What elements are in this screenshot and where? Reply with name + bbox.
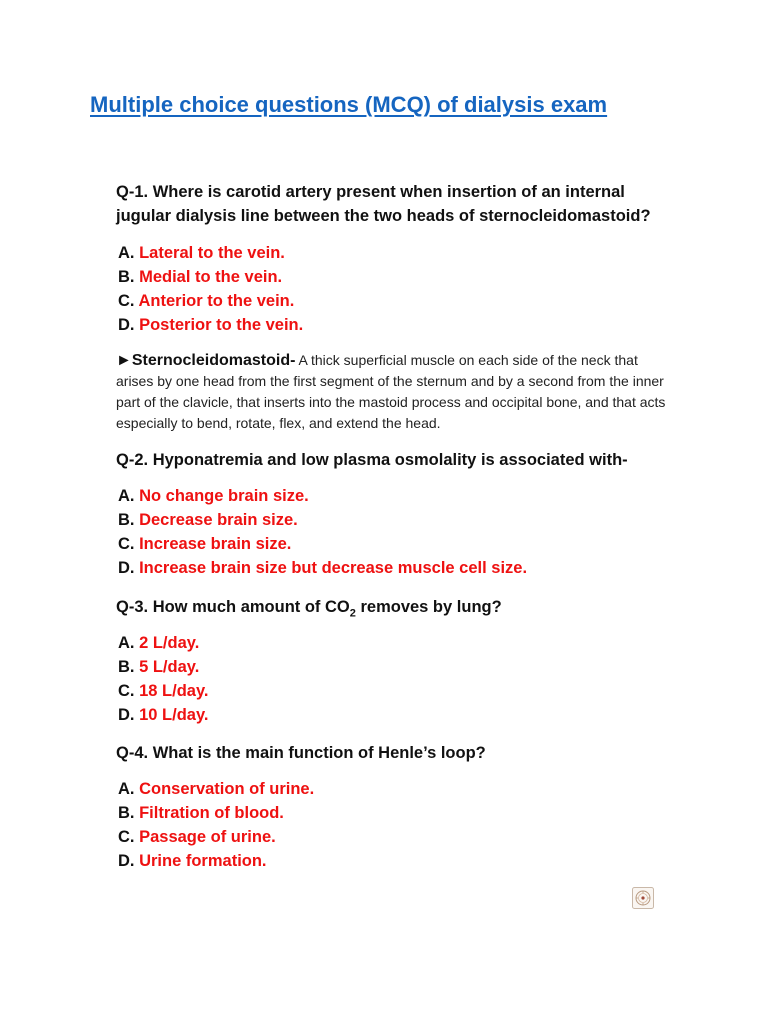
note-marker: ► [116,352,132,369]
option-text: 5 L/day. [139,658,200,676]
option-letter: D. [118,706,135,724]
option-text: Anterior to the vein. [138,292,295,310]
option-text: Posterior to the vein. [139,316,304,334]
option-text: Conservation of urine. [139,780,315,798]
option-letter: A. [118,780,135,798]
option-letter: B. [118,804,135,822]
option-letter: D. [118,852,135,870]
option-text: 10 L/day. [139,706,209,724]
note-text: A thick superficial muscle on each side of the neck that arises by one head from the first segment of the sternum and by a second from the inner part of the clavicle, that inserts into the mastoid process and occipital bone, and that acts especially to bend, rotate, flex, and extend the head. [116,352,666,431]
option-text: Medial to the vein. [139,268,283,286]
option-q3-a [118,631,209,655]
option-letter: D. [118,316,135,334]
definition-note [116,350,676,434]
co2-subscript: 2 [349,607,356,620]
option-q2-a [118,484,527,508]
note-term: Sternocleidomastoid- [131,352,296,369]
question-text-before: How much amount of CO [152,598,350,616]
option-letter: A. [118,244,135,262]
option-text: No change brain size. [139,487,309,505]
option-q2-c [118,532,527,556]
option-text: Urine formation. [139,852,267,870]
option-q3-b [118,655,209,679]
option-text: Decrease brain size. [139,511,298,529]
option-letter: C. [118,535,135,553]
seal-icon [632,887,654,909]
option-letter: D. [118,559,135,577]
question-text: Where is carotid artery present when insertion of an internal jugular dialysis line between the two heads of sternocleidomastoid? [116,183,651,225]
option-letter: A. [118,634,135,652]
option-letter: B. [118,511,135,529]
option-q1-a [118,241,303,265]
options-list-q1 [118,241,303,337]
option-q1-d [118,313,303,337]
question-1 [116,180,676,228]
option-q1-c [118,289,303,313]
option-letter: C. [118,292,135,310]
option-q3-d [118,703,209,727]
option-letter: A. [118,487,135,505]
option-q1-b [118,265,303,289]
option-q4-c [118,825,314,849]
option-letter: B. [118,268,135,286]
options-list-q4 [118,777,314,873]
option-letter: B. [118,658,135,676]
question-text: Hyponatremia and low plasma osmolality is associated with- [152,451,628,469]
question-2 [116,448,676,472]
option-text: Filtration of blood. [139,804,284,822]
option-text: Increase brain size but decrease muscle cell size. [139,559,528,577]
option-text: Lateral to the vein. [139,244,285,262]
question-label: Q-4. [116,744,149,762]
question-3 [116,595,676,625]
option-text: Increase brain size. [139,535,292,553]
page-title: Multiple choice questions (MCQ) of dialysis exam [90,92,608,117]
question-label: Q-2. [116,451,149,469]
question-text-after: removes by lung? [355,598,502,616]
option-text: 2 L/day. [139,634,200,652]
question-text: What is the main function of Henle’s loop? [152,744,486,762]
option-letter: C. [118,828,135,846]
option-text: Passage of urine. [139,828,276,846]
option-q3-c [118,679,209,703]
option-q4-b [118,801,314,825]
option-letter: C. [118,682,135,700]
option-q2-d [118,556,527,580]
option-q4-a [118,777,314,801]
option-text: 18 L/day. [139,682,209,700]
option-q2-b [118,508,527,532]
option-q4-d [118,849,314,873]
options-list-q3 [118,631,209,727]
options-list-q2 [118,484,527,580]
question-4 [116,741,676,765]
question-label: Q-3. [116,598,149,616]
question-label: Q-1. [116,183,149,201]
